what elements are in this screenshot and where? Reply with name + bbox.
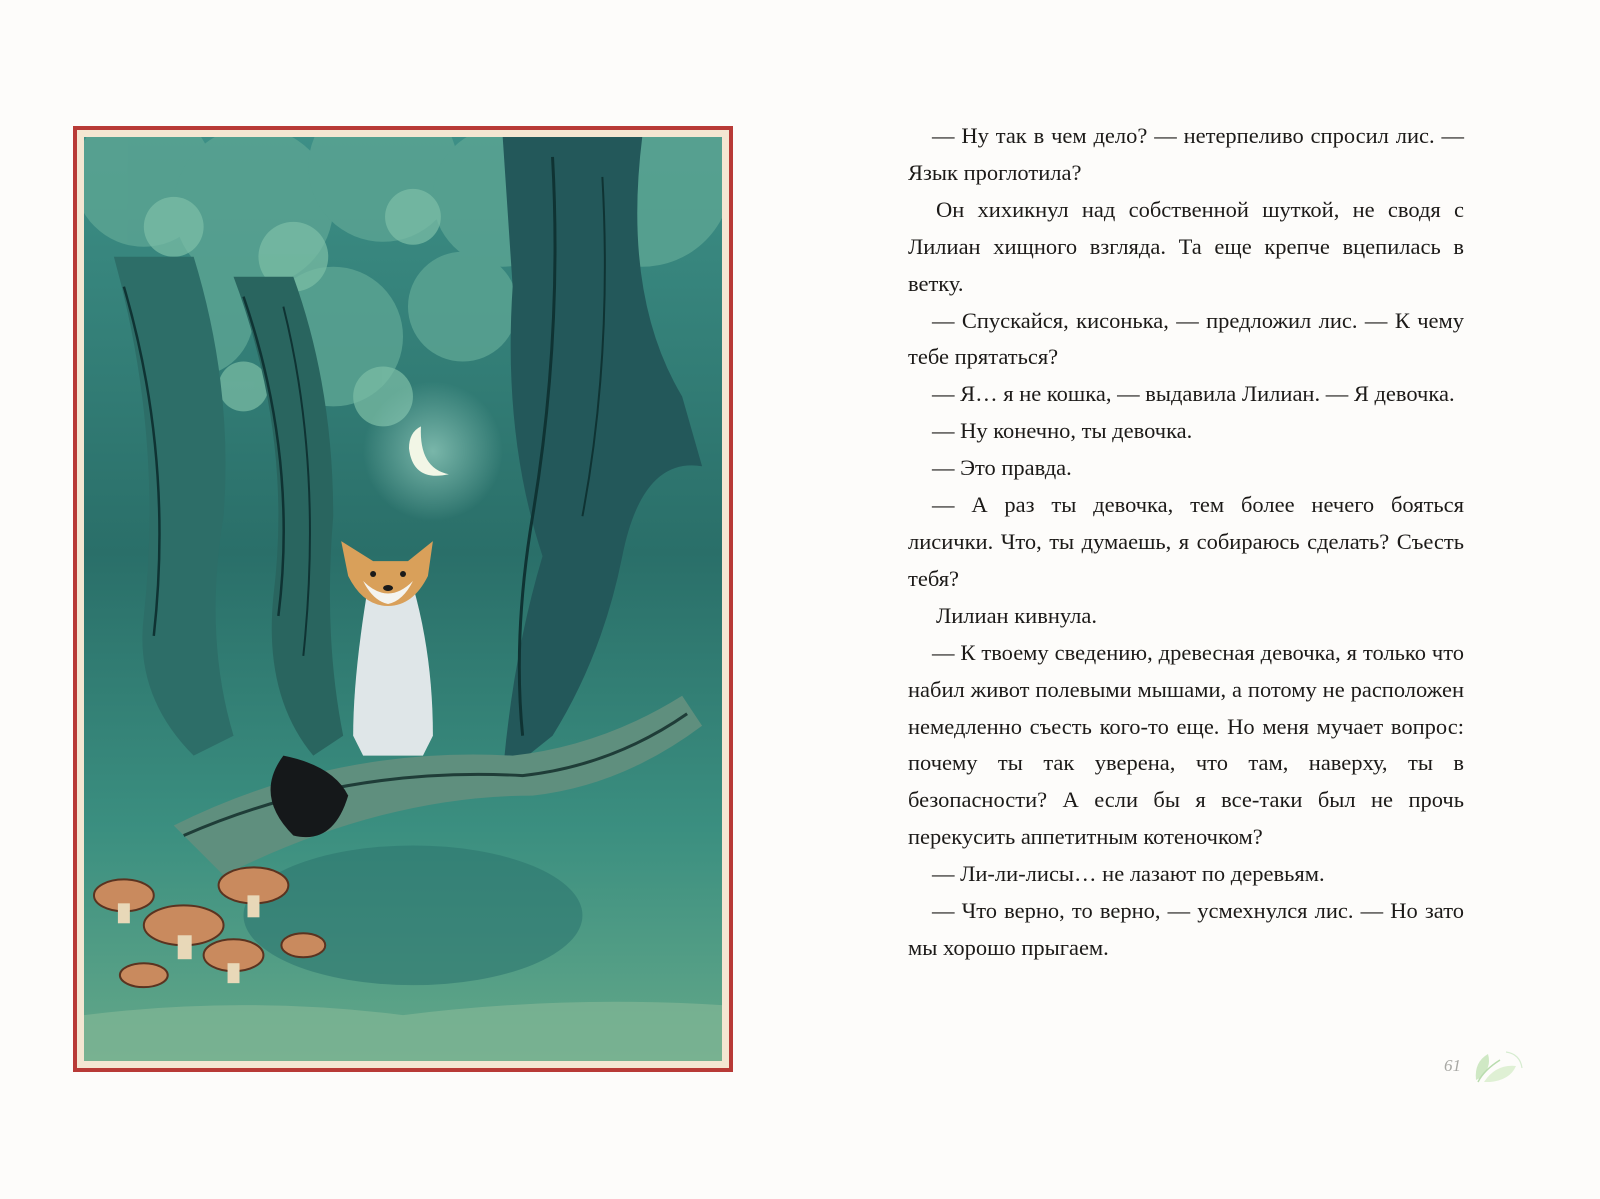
- paragraph: — Это правда.: [932, 455, 1072, 481]
- page-number: 61: [1444, 1056, 1461, 1075]
- paragraph: — Я… я не кошка, — выдавила Лилиан. — Я девочка.: [932, 381, 1455, 407]
- paragraph: — Ну конечно, ты девочка.: [932, 418, 1193, 444]
- paragraph: Он хихикнул над собственной шуткой, не сводя с Лилиан хищного взгляда. Та еще крепче вцепилась в ветку.: [908, 196, 1464, 296]
- paragraph: Лилиан кивнула.: [936, 602, 1097, 628]
- paragraph: — Спускайся, кисонька, — предложил лис. — К чему тебе прятаться?: [908, 307, 1464, 370]
- leaf-sprout-icon: [1466, 1044, 1524, 1084]
- illustration-frame: [73, 126, 733, 1072]
- paragraph: — Ну так в чем дело? — нетерпеливо спросил лис. — Язык проглотила?: [908, 123, 1464, 185]
- text-column: [908, 118, 1464, 967]
- paragraph: — К твоему сведению, древесная девочка, я только что набил живот полевыми мышами, а потому не расположен немедленно съесть кого-то еще. Но меня мучает вопрос: почему ты так уверена, что там, наверху, ты в безопасности? А если бы я все-таки был не прочь перекусить аппетитным котеночком?: [908, 639, 1464, 850]
- paragraph: — А раз ты девочка, тем более нечего бояться лисички. Что, ты думаешь, я собираюсь сделать? Съесть тебя?: [908, 492, 1464, 591]
- illustration-forest-fox-icon: [84, 137, 722, 1061]
- paragraph: — Ли-ли-лисы… не лазают по деревьям.: [932, 861, 1325, 887]
- paragraph: — Что верно, то верно, — усмехнулся лис. — Но зато мы хорошо прыгаем.: [908, 898, 1464, 960]
